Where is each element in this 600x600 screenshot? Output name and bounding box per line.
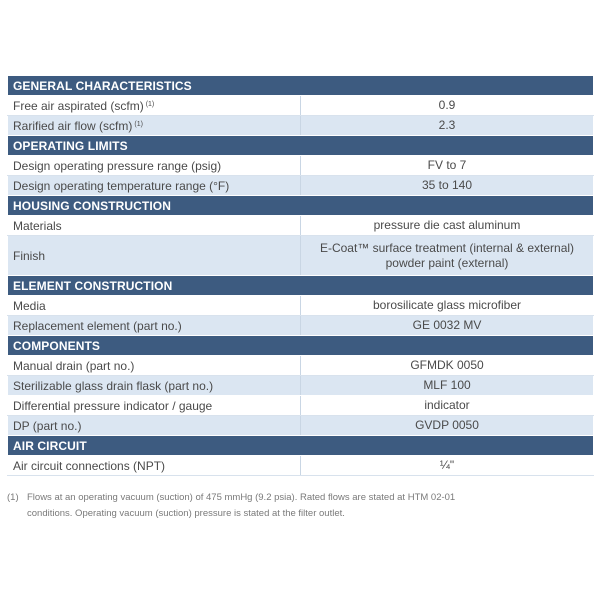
table-row <box>8 176 594 196</box>
footnote-ref: (1) <box>134 120 143 128</box>
footnote-ref: (1) <box>145 100 155 108</box>
row-label: Rarified air flow (scfm) $^{(1)}$ <box>8 116 301 136</box>
table-row <box>8 416 594 436</box>
section-title: ELEMENT CONSTRUCTION <box>8 276 594 296</box>
section-header <box>8 76 594 96</box>
table-row <box>8 396 594 416</box>
section-title: HOUSING CONSTRUCTION <box>8 196 594 216</box>
row-value: FV to 7 <box>301 156 594 176</box>
row-label: Free air aspirated (scfm) $^{(1)}$ <box>8 96 301 116</box>
section-title: GENERAL CHARACTERISTICS <box>8 76 594 96</box>
row-value: GE 0032 MV <box>301 316 594 336</box>
spec-table <box>7 75 594 476</box>
table-row <box>8 376 594 396</box>
table-row <box>8 96 594 116</box>
row-value: ¼" <box>301 456 594 476</box>
row-value: GVDP 0050 <box>301 416 594 436</box>
row-label: Manual drain (part no.) <box>8 356 301 376</box>
row-label: Differential pressure indicator / gauge <box>8 396 301 416</box>
table-row <box>8 456 594 476</box>
footnote-text: Flows at an operating vacuum (suction) of 475 mmHg (9.2 psia). Rated flows are stated at HTM 02-01 <box>27 492 456 503</box>
row-label: Replacement element (part no.) <box>8 316 301 336</box>
row-label: Design operating temperature range (°F) <box>8 176 301 196</box>
row-label: Air circuit connections (NPT) <box>8 456 301 476</box>
row-label: Sterilizable glass drain flask (part no.) <box>8 376 301 396</box>
row-label: Design operating pressure range (psig) <box>8 156 301 176</box>
table-row <box>8 236 594 276</box>
row-value <box>301 236 594 276</box>
section-header <box>8 196 594 216</box>
row-value: 2.3 <box>301 116 594 136</box>
row-label: DP (part no.) <box>8 416 301 436</box>
section-title: OPERATING LIMITS <box>8 136 594 156</box>
value-line: powder paint (external) <box>385 255 509 270</box>
table-row <box>8 116 594 136</box>
row-label: Media <box>8 296 301 316</box>
row-value: 35 to 140 <box>301 176 594 196</box>
section-header <box>8 276 594 296</box>
table-row <box>8 296 594 316</box>
row-value: MLF 100 <box>301 376 594 396</box>
row-value: borosilicate glass microfiber <box>301 296 594 316</box>
row-label: Materials <box>8 216 301 236</box>
footnote-text: conditions. Operating vacuum (suction) pressure is stated at the filter outlet. <box>27 508 345 519</box>
table-row <box>8 316 594 336</box>
row-value: 0.9 <box>301 96 594 116</box>
footnote-mark: (1) <box>7 492 19 503</box>
row-label: Finish <box>8 236 301 276</box>
section-header <box>8 136 594 156</box>
row-value: GFMDK 0050 <box>301 356 594 376</box>
table-row <box>8 356 594 376</box>
footnote <box>7 490 567 522</box>
section-header <box>8 436 594 456</box>
row-value: indicator <box>301 396 594 416</box>
section-header <box>8 336 594 356</box>
section-title: COMPONENTS <box>8 336 594 356</box>
value-line: E-Coat™ surface treatment (internal & external) <box>319 240 575 255</box>
row-value: pressure die cast aluminum <box>301 216 594 236</box>
table-row <box>8 216 594 236</box>
table-row <box>8 156 594 176</box>
section-title: AIR CIRCUIT <box>8 436 594 456</box>
